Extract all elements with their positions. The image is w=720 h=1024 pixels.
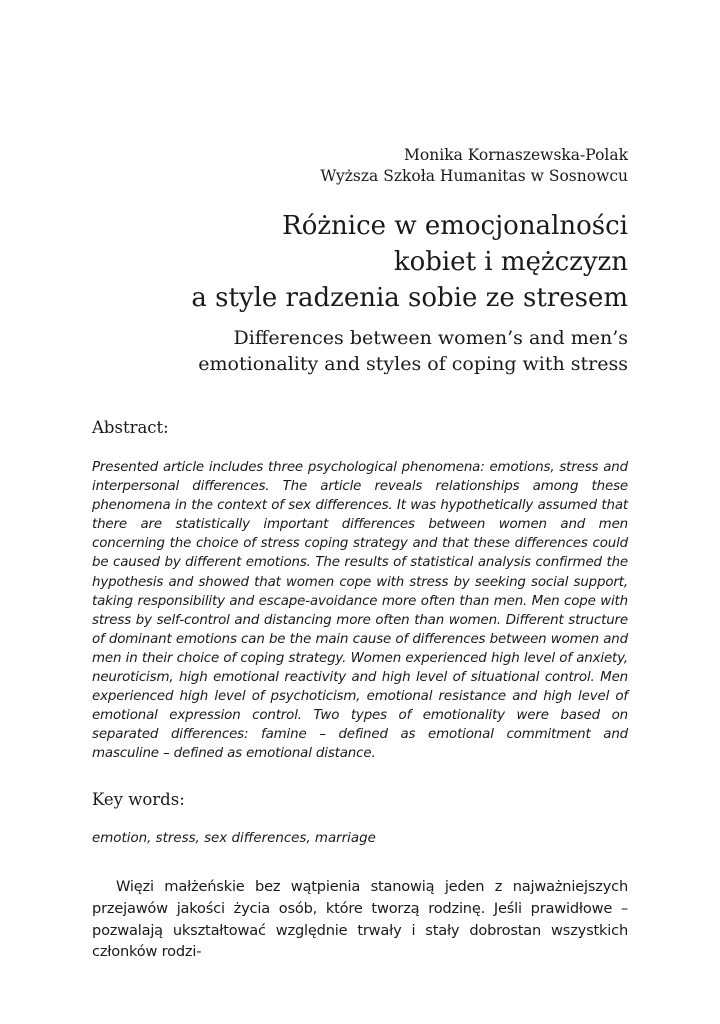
abstract-text: Presented article includes three psychological phenomena: emotions, stress and interpersonal differences. The article reveals relationships among these phenomena in the context of sex differences. It was hypothetically assumed that there are statistically important differences between women and men concerning the choice of stress coping strategy and that these differences could be caused by different emotions. The results of statistical analysis confirmed the hypothesis and showed that women cope with stress by seeking social support, taking responsibility and escape-avoidance more often than men. Men cope with stress by self-control and distancing more often than women. Different structure of dominant emotions can be the main cause of differences between women and men in their choice of coping strategy. Women experienced high level of anxiety, neuroticism, high emotional reactivity and high level of situational control. Men experienced high level of psychoticism, emotional resistance and high level of emotional expression control. Two types of emotionality were based on separated differences: famine – defined as emotional commitment and masculine – defined as emotional distance. bbox=[92, 460, 628, 762]
title-polish bbox=[68, 208, 628, 316]
title-english-line: emotionality and styles of coping with stress bbox=[198, 353, 628, 375]
keywords-heading: Key words: bbox=[92, 790, 185, 809]
abstract-heading: Abstract: bbox=[92, 418, 169, 437]
body-paragraph: Więzi małżeńskie bez wątpienia stanowią jeden z najważniejszych przejawów jakości życia osób, które tworzą rodzinę. Jeśli prawidłowe – pozwalają ukształtować względnie trwały i stały dobrostan wszystkich członków rodzi- bbox=[92, 878, 628, 961]
title-english bbox=[68, 325, 628, 377]
author-name: Monika Kornaszewska-Polak bbox=[404, 146, 628, 164]
title-polish-line: Różnice w emocjonalności bbox=[282, 211, 628, 241]
author-affiliation: Wyższa Szkoła Humanitas w Sosnowcu bbox=[320, 167, 628, 185]
keywords-text: emotion, stress, sex differences, marriage bbox=[92, 831, 376, 846]
title-english-line: Differences between women’s and men’s bbox=[233, 327, 628, 349]
author-block bbox=[320, 145, 628, 187]
title-polish-line: kobiet i mężczyzn bbox=[393, 247, 628, 277]
title-polish-line: a style radzenia sobie ze stresem bbox=[191, 283, 628, 313]
